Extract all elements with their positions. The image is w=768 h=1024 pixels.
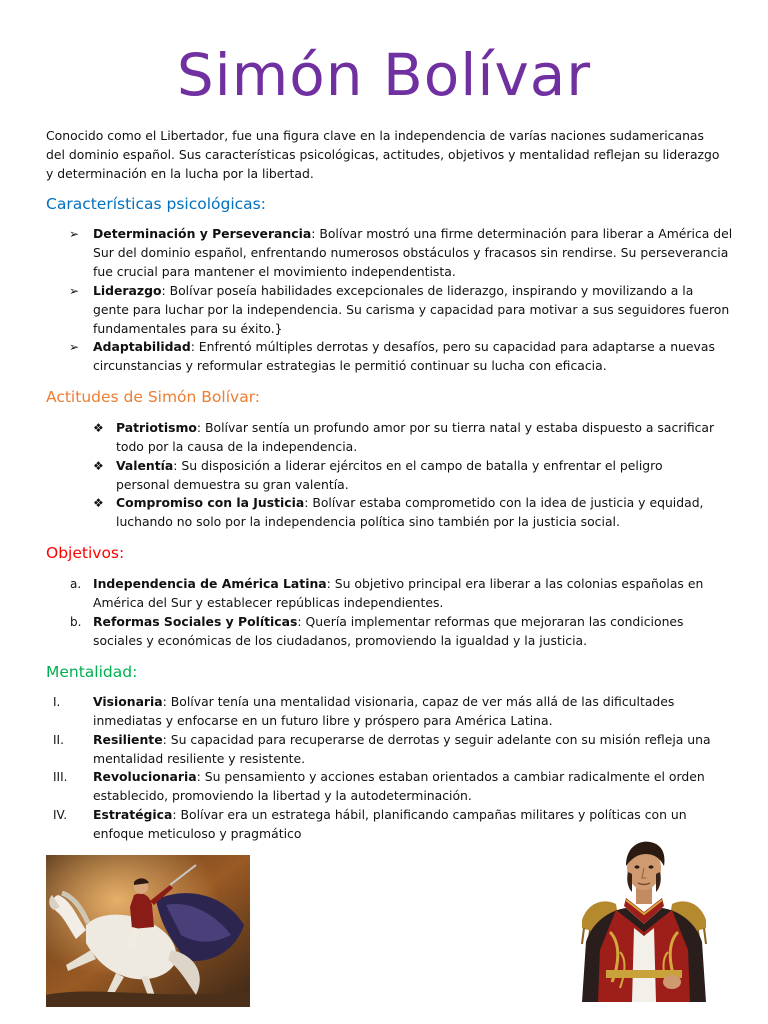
heading-actitudes: Actitudes de Simón Bolívar: <box>46 388 261 406</box>
heading-objetivos: Objetivos: <box>46 544 125 562</box>
list-marker: III. <box>53 770 68 784</box>
list-item <box>70 613 719 651</box>
list-item <box>53 768 723 806</box>
item-term: Determinación y Perseverancia <box>93 226 312 241</box>
item-text: : Quería implementar reformas que mejoraran las condiciones sociales y económicas de los ciudadanos, promoviendo la igualdad y la justicia. <box>93 614 684 648</box>
arrowhead-bullet-icon: ➢ <box>69 227 80 241</box>
item-text: : Su objetivo principal era liberar a las colonias españolas en América del Sur y establecer repúblicas independientes. <box>93 576 704 610</box>
item-term: Revolucionaria <box>93 769 197 784</box>
item-text: : Enfrentó múltiples derrotas y desafíos, pero su capacidad para adaptarse a nuevas circunstancias y reformular estrategias le permitió continuar su lucha con eficacia. <box>93 339 715 373</box>
list-item <box>69 225 733 282</box>
item-text: : Su disposición a liderar ejércitos en el campo de batalla y enfrentar el peligro personal demuestra su gran valentía. <box>116 458 663 492</box>
arrowhead-bullet-icon: ➢ <box>69 340 80 354</box>
list-item <box>93 419 720 457</box>
item-term: Patriotismo <box>116 420 197 435</box>
bolivar-on-white-horse-painting <box>46 855 250 1007</box>
list-actitudes <box>93 419 720 532</box>
item-text: : Bolívar tenía una mentalidad visionaria, capaz de ver más allá de las dificultades inmediatas y enfocarse en un futuro libre y próspero para América Latina. <box>93 694 675 728</box>
item-term: Adaptabilidad <box>93 339 191 354</box>
page-title: Simón Bolívar <box>176 41 592 109</box>
item-text: : Bolívar estaba comprometido con la idea de justicia y equidad, luchando no solo por la independencia política sino también por la justicia social. <box>116 495 704 529</box>
list-marker: b. <box>70 615 82 629</box>
heading-mentalidad: Mentalidad: <box>46 663 138 681</box>
bolivar-portrait-painting <box>576 832 712 1002</box>
list-item <box>93 457 720 494</box>
list-marker: I. <box>53 695 61 709</box>
item-term: Compromiso con la Justicia <box>116 495 305 510</box>
list-item <box>69 282 733 338</box>
list-item <box>53 693 723 731</box>
item-text: : Su capacidad para recuperarse de derrotas y seguir adelante con su misión refleja una mentalidad resiliente y resistente. <box>93 732 711 766</box>
item-text: : Bolívar era un estratega hábil, planificando campañas militares y políticas con un enfoque meticuloso y pragmático <box>93 807 687 841</box>
item-text: : Su pensamiento y acciones estaban orientados a cambiar radicalmente el orden establecido, promoviendo la libertad y la autodeterminación. <box>93 769 705 803</box>
item-text: : Bolívar mostró una firme determinación para liberar a América del Sur del dominio español, enfrentando numerosos obstáculos y fracasos sin rendirse. Su perseverancia fue crucial para mantener el movimiento independentista. <box>93 226 733 279</box>
heading-caracteristicas: Características psicológicas: <box>46 195 266 213</box>
intro-paragraph: Conocido como el Libertador, fue una figura clave en la independencia de varías naciones sudamericanas del dominio español. Sus características psicológicas, actitudes, objetivos y mentalidad reflejan su liderazgo y determinación en la lucha por la libertad. <box>46 128 720 181</box>
list-marker: II. <box>53 733 64 747</box>
list-item <box>93 494 720 532</box>
diamond-bullet-icon: ❖ <box>93 421 104 435</box>
item-term: Reformas Sociales y Políticas <box>93 614 298 629</box>
list-objetivos <box>70 575 719 651</box>
item-term: Estratégica <box>93 807 173 822</box>
diamond-bullet-icon: ❖ <box>93 496 104 510</box>
item-term: Liderazgo <box>93 283 162 298</box>
item-term: Valentía <box>116 458 174 473</box>
item-term: Independencia de América Latina <box>93 576 327 591</box>
list-caracteristicas <box>69 225 733 376</box>
list-mentalidad <box>53 693 723 844</box>
arrowhead-bullet-icon: ➢ <box>69 284 80 298</box>
item-term: Visionaria <box>93 694 163 709</box>
item-text: : Bolívar poseía habilidades excepcionales de liderazgo, inspirando y movilizando a la gente para luchar por la independencia. Su carisma y capacidad para motivar a sus seguidores fueron fundamentales para su éxito.} <box>93 283 730 336</box>
diamond-bullet-icon: ❖ <box>93 459 104 473</box>
list-item <box>70 575 719 613</box>
list-marker: IV. <box>53 808 68 822</box>
list-item <box>69 338 733 376</box>
list-item <box>53 731 723 768</box>
item-term: Resiliente <box>93 732 163 747</box>
list-marker: a. <box>70 577 82 591</box>
item-text: : Bolívar sentía un profundo amor por su tierra natal y estaba dispuesto a sacrificar todo por la causa de la independencia. <box>116 420 715 454</box>
